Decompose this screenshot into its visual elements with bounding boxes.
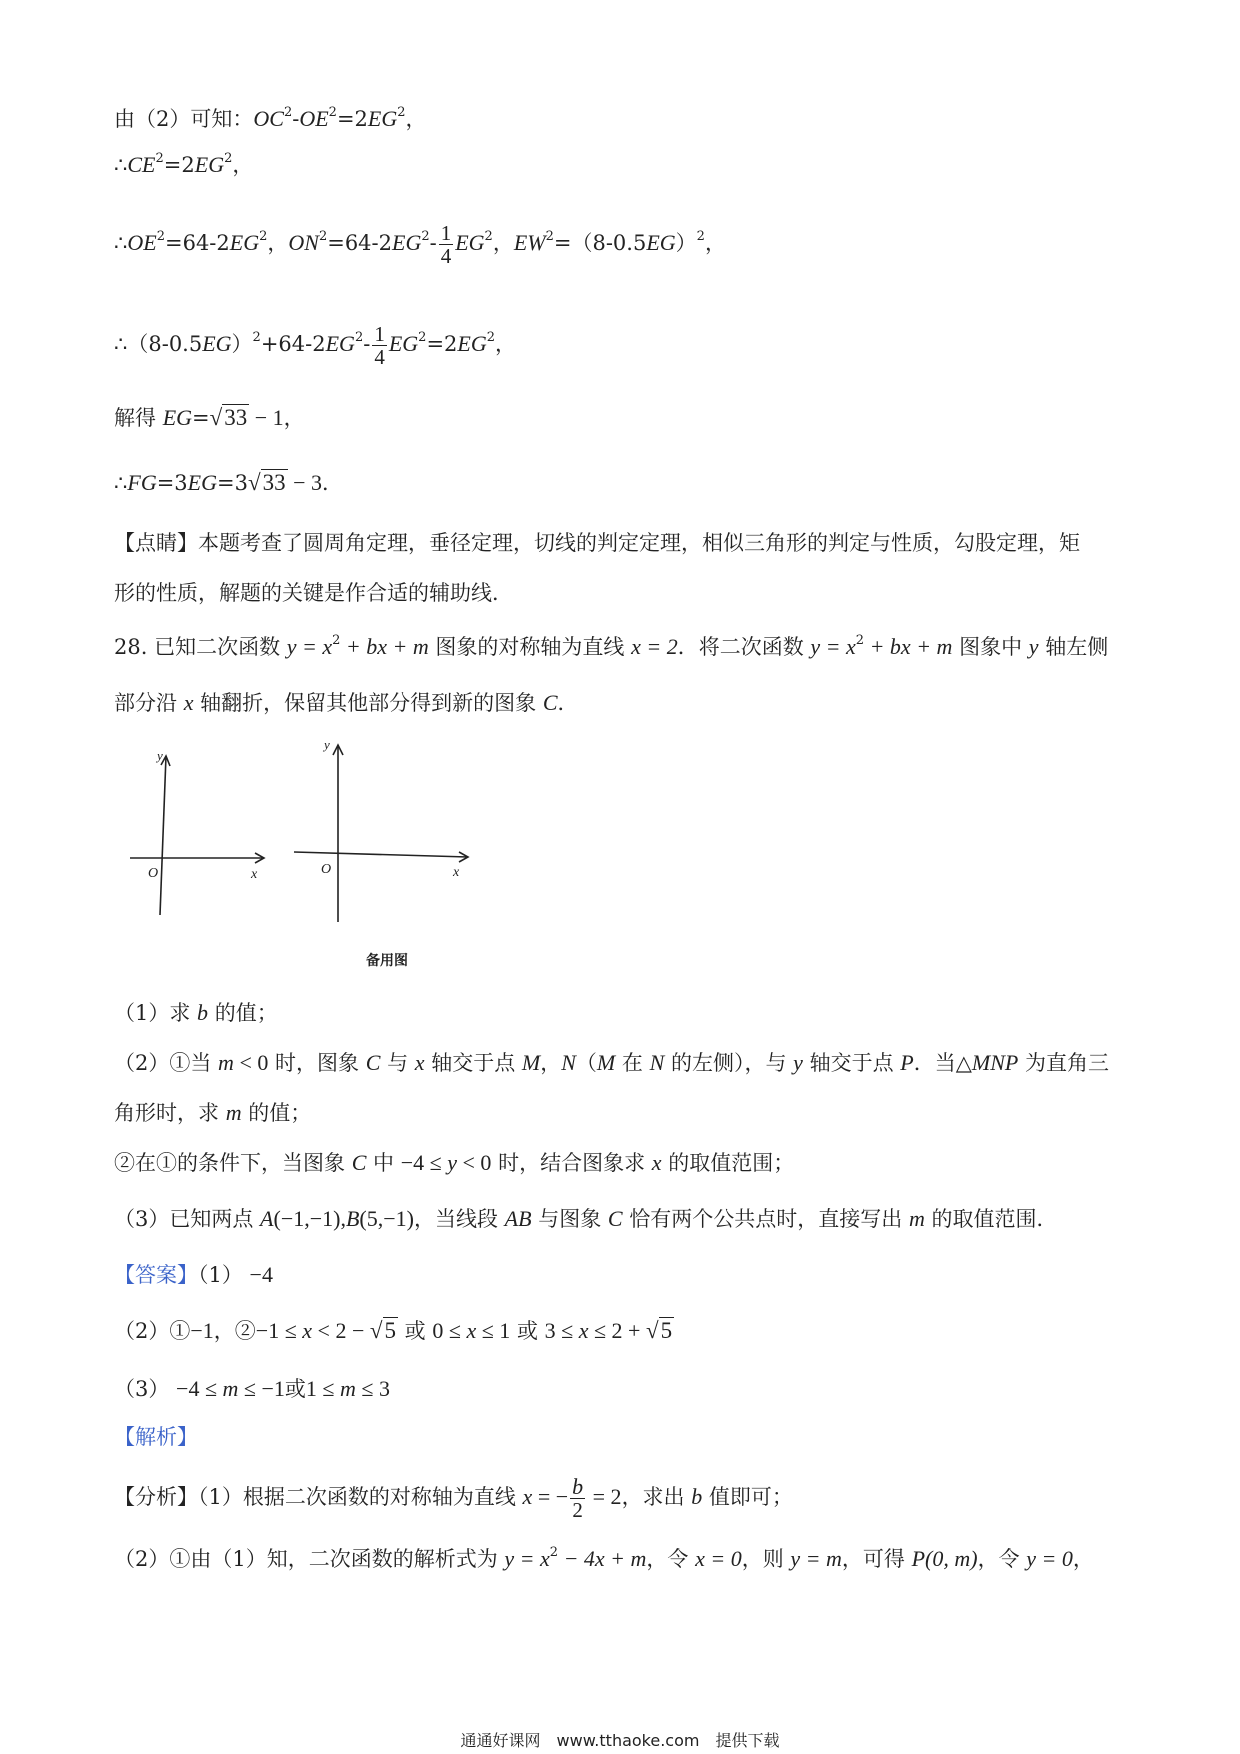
comment-line-2: 形的性质，解题的关键是作合适的辅助线． bbox=[114, 581, 513, 605]
question-1: （1）求 b 的值； bbox=[114, 1000, 278, 1025]
figure-2-x-label: x bbox=[453, 865, 460, 880]
analysis-line-2: （2）①由（1）知，二次函数的解析式为 $y = x^2 - 4x + m$，令 x = 0，则 y = m，可得 P(0, m)，令 y = 0， bbox=[114, 1545, 1094, 1571]
comment-line-1: 【点睛】本题考查了圆周角定理，垂径定理，切线的判定定理，相似三角形的判定与性质，勾股定理，矩 bbox=[114, 531, 1080, 555]
figure-caption: 备用图 bbox=[366, 953, 408, 969]
answer-tag: 【答案】 bbox=[114, 1263, 198, 1287]
solution-line-6: ∴FG=3EG=3√33 − 3． bbox=[114, 470, 344, 495]
figure-2-x-axis bbox=[294, 852, 468, 857]
problem-28-line-2: 部分沿 x 轴翻折，保留其他部分得到新的图象 C． bbox=[114, 690, 579, 715]
sqrt-5: √5 bbox=[369, 1318, 396, 1343]
question-2-part-1-cont: 角形时，求 m 的值； bbox=[114, 1100, 312, 1125]
solution-line-5: 解得 EG=√33 − 1， bbox=[114, 405, 305, 430]
figure-1-y-label: y bbox=[157, 748, 163, 763]
sqrt-5: √5 bbox=[645, 1318, 673, 1343]
problem-28-line-1: 28. 已知二次函数 $y = x^2$ + bx + m 图象的对称轴为直线 x = 2．将二次函数 $y = x^2$ + bx + m 图象中 y 轴左侧 bbox=[114, 633, 1109, 659]
solution-line-1: 由（2）可知：$OC^2-OE^2=2EG^2$， bbox=[114, 105, 427, 131]
question-2-part-2: ②在①的条件下，当图象 C 中 −4 ≤ y < 0 时，结合图象求 x 的取值范围； bbox=[114, 1150, 795, 1175]
analysis-tag-line bbox=[114, 1422, 198, 1452]
question-2-part-1: （2）①当 m < 0 时，图象 C 与 x 轴交于点 M，N（M 在 N 的左侧），与 y 轴交于点 P．当△MNP 为直角三 bbox=[114, 1050, 1110, 1075]
figure-1-y-axis bbox=[160, 756, 166, 915]
figure-2-origin-label: O bbox=[321, 862, 332, 877]
fraction-one-quarter: $\frac{1}{4}$ bbox=[374, 322, 385, 369]
solution-line-3: $\therefore OE^2=64-2EG^2$，$ON^2=64-2EG^2-$ $\frac{1}{4}$ $EG^2$，$EW^2=(8-0.5EG)^2$， bbox=[114, 221, 726, 268]
answer-line-3: （3） −4 ≤ m ≤ −1或1 ≤ m ≤ 3 bbox=[114, 1376, 390, 1401]
page-footer: 通通好课网 www.tthaoke.com 提供下载 bbox=[460, 1731, 780, 1750]
sqrt-33: √33 bbox=[247, 470, 286, 495]
solution-line-4: $\therefore(8-0.5EG)^2+64-2EG^2-$ $\frac{1}{4}$ $EG^2=2EG^2$， bbox=[114, 322, 517, 369]
figure-1-x-label: x bbox=[251, 867, 258, 882]
figure-1-axes bbox=[130, 756, 264, 915]
figure-2-axes bbox=[294, 745, 468, 922]
fraction-b-over-2: $\frac{b}{2}$ bbox=[572, 1474, 584, 1522]
fraction-one-quarter: $\frac{1}{4}$ bbox=[440, 221, 452, 268]
answer-line-1: 【答案】（1） −4 bbox=[114, 1262, 273, 1287]
analysis-tag: 【解析】 bbox=[114, 1425, 198, 1449]
figure-1-origin-label: O bbox=[148, 866, 159, 881]
figure-2-y-label: y bbox=[324, 737, 330, 752]
analysis-line-1: 【分析】（1）根据二次函数的对称轴为直线 x = − $\frac{b}{2}$ = 2，求出 b 值即可； bbox=[114, 1474, 793, 1522]
sqrt-33: √33 bbox=[209, 405, 248, 430]
question-3: （3）已知两点 A(−1,−1),B(5,−1)，当线段 AB 与图象 C 恰有两个公共点时，直接写出 m 的取值范围． bbox=[114, 1206, 1058, 1231]
answer-line-2: （2）①−1，②−1 ≤ x < 2 − √5 或 0 ≤ x ≤ 1 或 3 ≤ x ≤ 2 + √5 bbox=[114, 1318, 673, 1343]
solution-line-2: $\therefore CE^2=2EG^2$， bbox=[114, 151, 254, 177]
